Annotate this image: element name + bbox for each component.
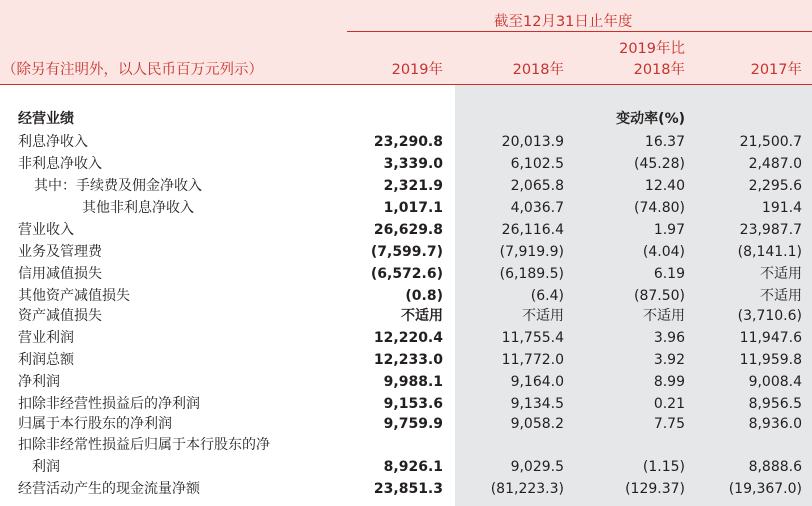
- value-variance: 7.75: [653, 416, 685, 432]
- value-2017: 191.4: [761, 200, 802, 216]
- row-label-continuation: 利润: [32, 459, 60, 475]
- column-header-2019: 2019年: [391, 62, 443, 78]
- table-row: [0, 327, 812, 349]
- value-2018: (7,919.9): [499, 244, 564, 260]
- value-2018: 26,116.4: [501, 222, 564, 238]
- value-2019: 8,926.1: [383, 459, 443, 475]
- section-title: 经营业绩: [18, 111, 74, 127]
- value-2017: 21,500.7: [739, 134, 802, 150]
- value-2017: 9,008.4: [748, 374, 802, 390]
- table-row: [0, 393, 812, 415]
- value-2017: (3,710.6): [737, 308, 802, 324]
- variance-header-line1: 2019年比: [619, 41, 685, 57]
- value-2019: 23,851.3: [373, 481, 443, 497]
- row-label: 扣除非经营性损益后的净利润: [18, 396, 200, 412]
- value-variance: (1.15): [642, 459, 685, 475]
- value-2017: 8,888.6: [748, 459, 802, 475]
- value-2019: (0.8): [405, 288, 443, 304]
- row-label: 利息净收入: [18, 134, 88, 150]
- value-2018: 9,134.5: [510, 396, 564, 412]
- row-label: 其他资产减值损失: [18, 288, 130, 304]
- value-2019: (6,572.6): [370, 266, 443, 282]
- row-label: 其中：手续费及佣金净收入: [34, 178, 202, 194]
- value-variance: 6.19: [653, 266, 685, 282]
- value-2018: (81,223.3): [490, 481, 564, 497]
- value-2018: 9,058.2: [510, 416, 564, 432]
- value-2019: 26,629.8: [373, 222, 443, 238]
- table-row: [0, 263, 812, 285]
- value-variance: 12.40: [644, 178, 685, 194]
- value-variance: (87.50): [633, 288, 685, 304]
- table-row: [0, 131, 812, 153]
- value-variance: 8.99: [653, 374, 685, 390]
- value-2019: (7,599.7): [370, 244, 443, 260]
- value-2018: 9,029.5: [510, 459, 564, 475]
- table-row: [0, 371, 812, 393]
- table-row: [0, 175, 812, 197]
- table-row: [0, 285, 812, 307]
- table-row-wrapped-label: [0, 434, 812, 456]
- row-label: 营业利润: [18, 330, 74, 346]
- value-variance: 3.96: [653, 330, 685, 346]
- table-row: [0, 349, 812, 371]
- value-2018: 2,065.8: [510, 178, 564, 194]
- table-row: [0, 153, 812, 175]
- period-group-rule: [347, 31, 812, 32]
- value-2018: 不适用: [522, 308, 564, 324]
- value-2018: 20,013.9: [501, 134, 564, 150]
- value-2017: 23,987.7: [739, 222, 802, 238]
- value-variance: (129.37): [625, 481, 685, 497]
- value-2019: 1,017.1: [383, 200, 443, 216]
- row-label: 资产减值损失: [18, 308, 102, 324]
- value-2017: 不适用: [760, 266, 802, 282]
- row-label: 利润总额: [18, 352, 74, 368]
- value-2019: 2,321.9: [383, 178, 443, 194]
- value-2019: 不适用: [401, 308, 443, 324]
- value-2019: 23,290.8: [373, 134, 443, 150]
- table-row: [0, 241, 812, 263]
- value-variance: 16.37: [644, 134, 685, 150]
- value-2019: 12,233.0: [373, 352, 443, 368]
- row-label: 信用减值损失: [18, 266, 102, 282]
- value-2017: (8,141.1): [737, 244, 802, 260]
- section-title-row: [0, 108, 812, 130]
- value-variance: 3.92: [653, 352, 685, 368]
- value-2018: (6,189.5): [499, 266, 564, 282]
- table-row: [0, 219, 812, 241]
- table-row: [0, 478, 812, 500]
- value-2019: 3,339.0: [383, 156, 443, 172]
- value-variance: 1.97: [653, 222, 685, 238]
- value-2018: (6.4): [530, 288, 564, 304]
- row-label: 其他非利息净收入: [82, 200, 194, 216]
- value-2018: 11,755.4: [501, 330, 564, 346]
- value-2019: 9,988.1: [383, 374, 443, 390]
- column-header-2018: 2018年: [512, 62, 564, 78]
- row-label: 业务及管理费: [18, 244, 102, 260]
- value-2017: 8,936.0: [748, 416, 802, 432]
- value-2019: 12,220.4: [373, 330, 443, 346]
- value-variance: 不适用: [643, 308, 685, 324]
- value-2018: 11,772.0: [501, 352, 564, 368]
- value-2017: 11,959.8: [739, 352, 802, 368]
- variance-rate-title: 变动率(%): [616, 111, 685, 127]
- value-2017: (19,367.0): [728, 481, 802, 497]
- value-2017: 2,295.6: [748, 178, 802, 194]
- value-variance: (45.28): [633, 156, 685, 172]
- column-header-2017: 2017年: [750, 62, 802, 78]
- value-2017: 11,947.6: [739, 330, 802, 346]
- value-2019: 9,153.6: [383, 396, 443, 412]
- value-variance: 0.21: [653, 396, 685, 412]
- value-2017: 2,487.0: [748, 156, 802, 172]
- row-label: 营业收入: [18, 222, 74, 238]
- table-row: [0, 413, 812, 435]
- period-group-title: 截至12月31日止年度: [494, 14, 633, 30]
- row-label: 净利润: [18, 374, 60, 390]
- value-2018: 6,102.5: [510, 156, 564, 172]
- unit-note: （除另有注明外，以人民币百万元列示）: [2, 62, 263, 78]
- table-row: [0, 305, 812, 327]
- table-row: [0, 456, 812, 478]
- value-variance: (74.80): [633, 200, 685, 216]
- row-label: 扣除非经常性损益后归属于本行股东的净: [18, 437, 270, 453]
- table-row: [0, 197, 812, 219]
- row-label: 经营活动产生的现金流量净额: [18, 481, 200, 497]
- value-2019: 9,759.9: [383, 416, 443, 432]
- value-2018: 4,036.7: [510, 200, 564, 216]
- value-2017: 8,956.5: [748, 396, 802, 412]
- row-label: 归属于本行股东的净利润: [18, 416, 172, 432]
- value-variance: (4.04): [642, 244, 685, 260]
- value-2018: 9,164.0: [510, 374, 564, 390]
- value-2017: 不适用: [760, 288, 802, 304]
- variance-header-line2: 2018年: [633, 62, 685, 78]
- row-label: 非利息净收入: [18, 156, 102, 172]
